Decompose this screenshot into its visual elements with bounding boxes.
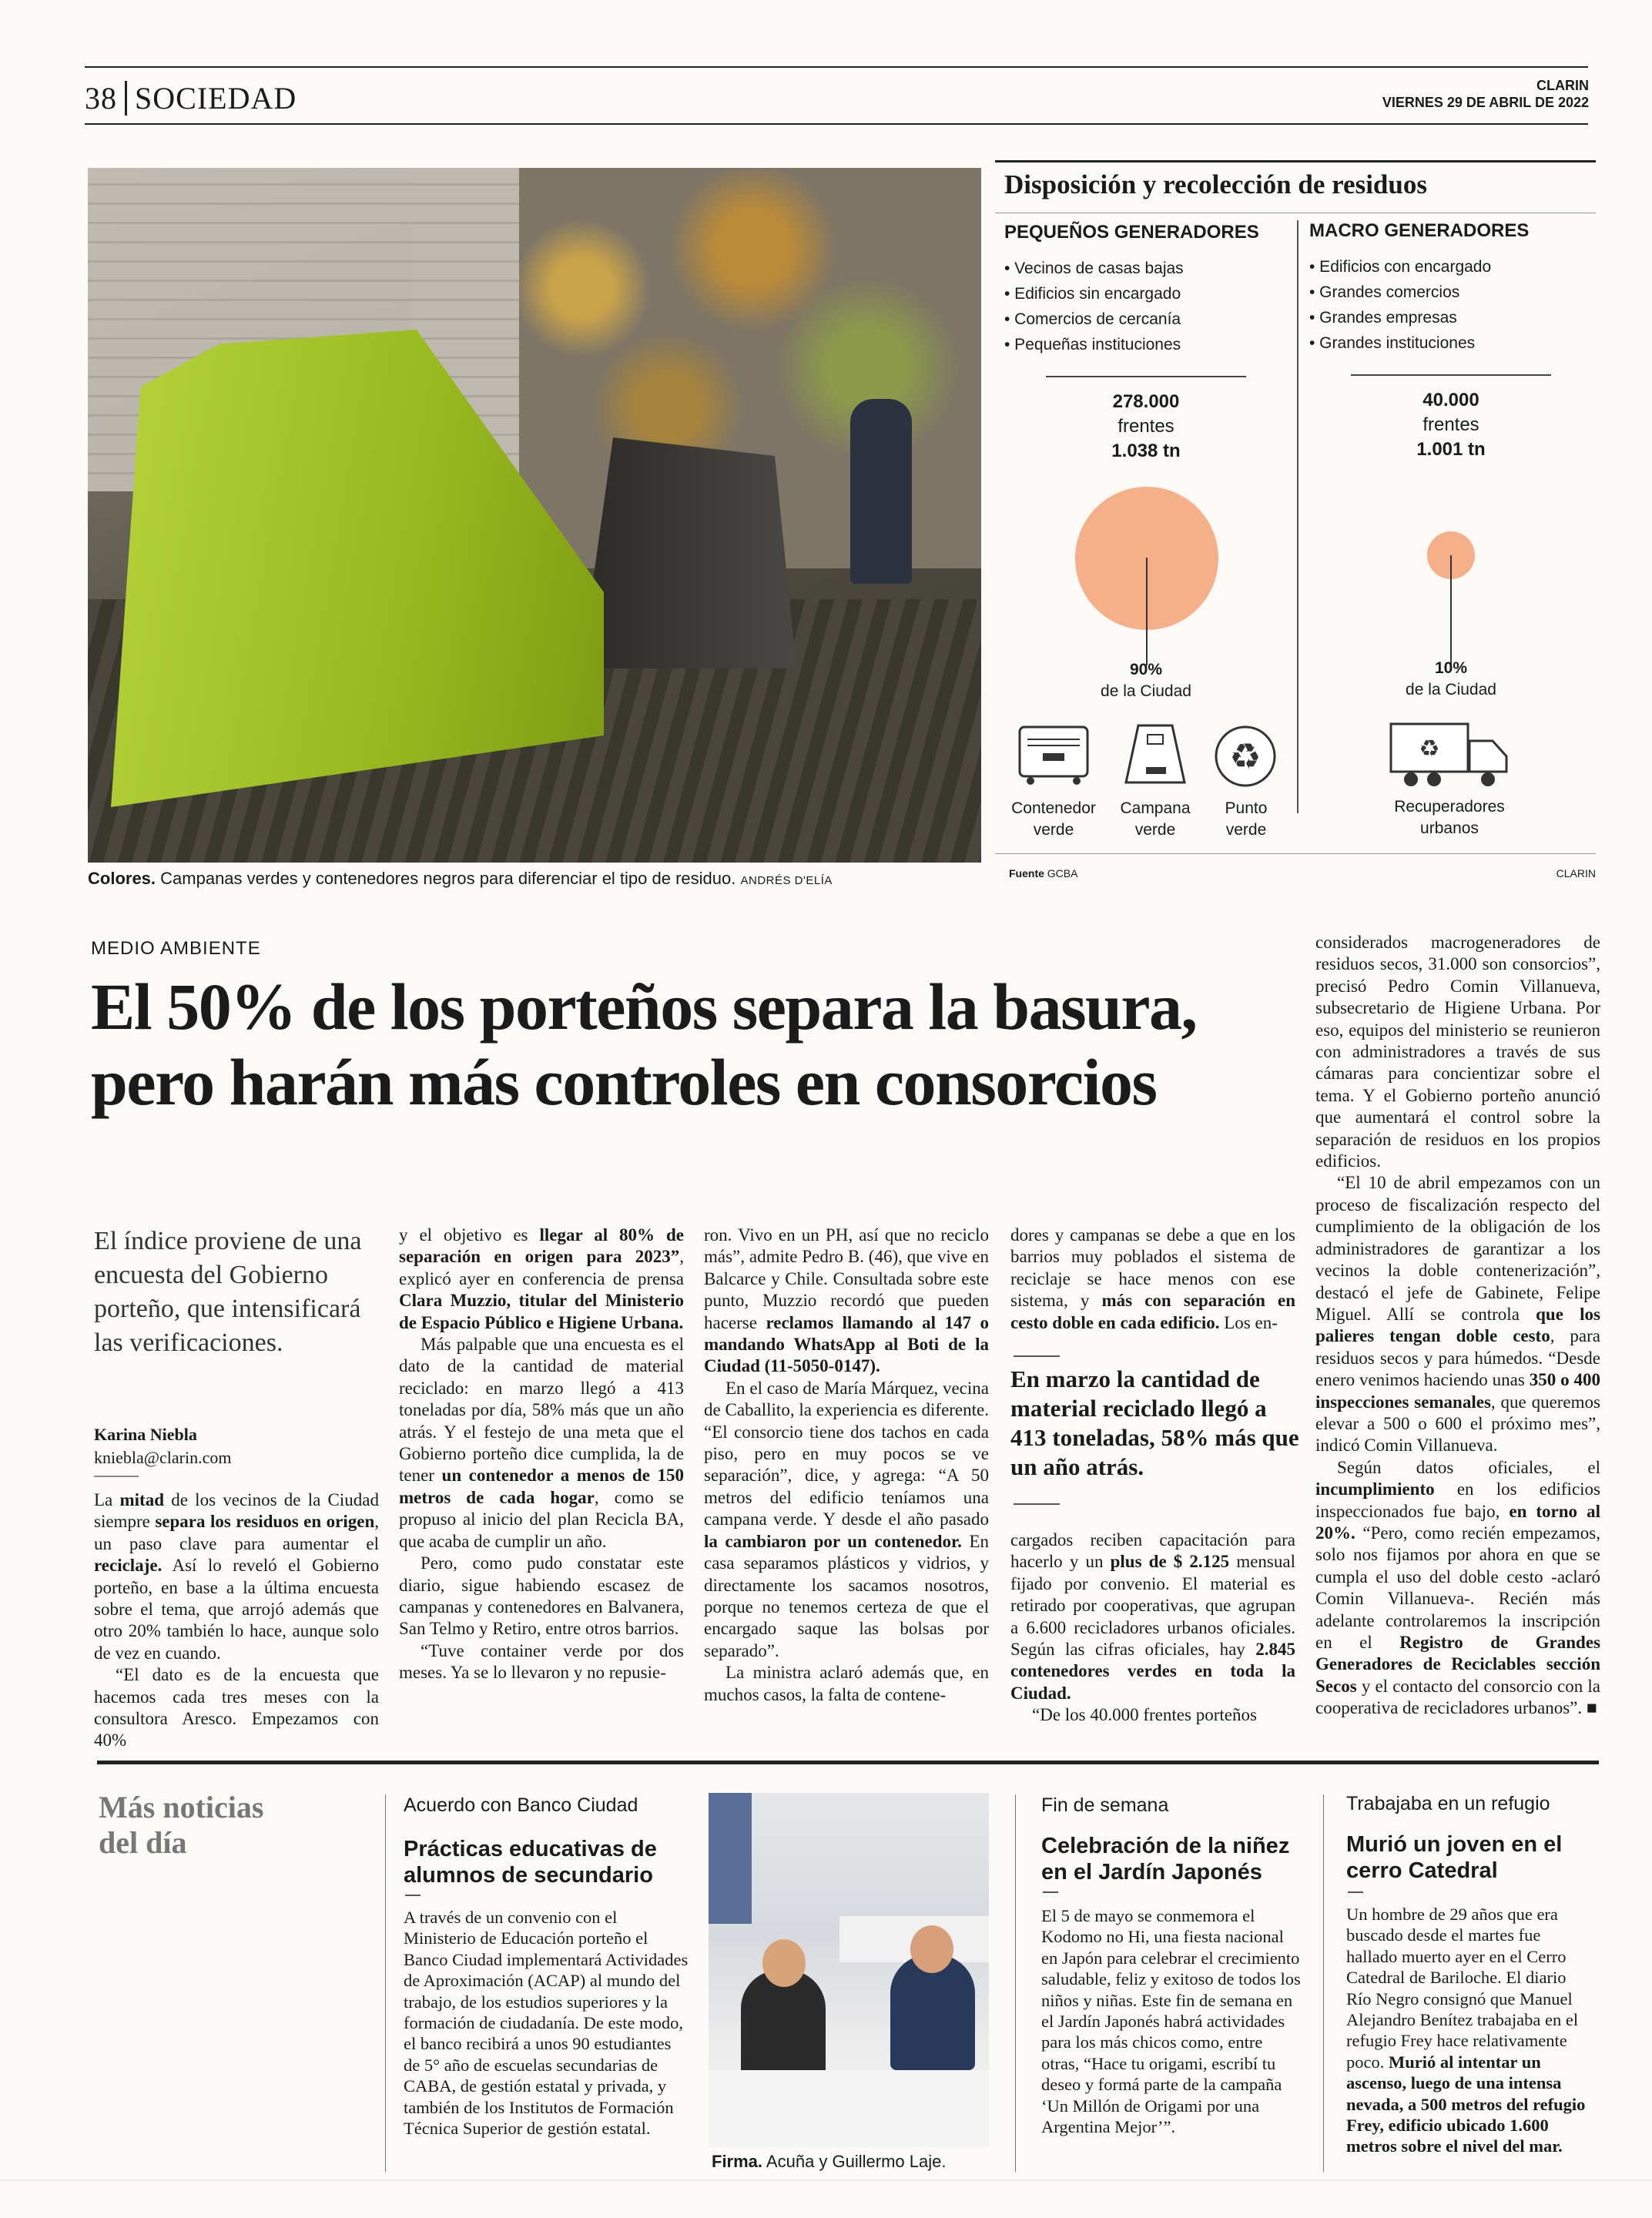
article-column-4: dores y campanas se debe a que en los barrios muy poblados el sistema de reciclaje se hace menos con ese sistema, y más con separación en cesto doble en cada edificio. Los en-	[1010, 1225, 1295, 1332]
macro-frentes: 40.000	[1422, 390, 1479, 410]
icon-label: Contenedor verde	[1011, 799, 1096, 839]
issue-date: VIERNES 29 DE ABRIL DE 2022	[1382, 95, 1589, 110]
small-frentes-label: frentes	[1118, 416, 1174, 437]
list-item: • Grandes empresas	[1309, 309, 1457, 327]
article-column-5: considerados macrogeneradores de residuos secos, 31.000 son consorcios”, precisó Pedro Comin Villanueva, subsecretario de Higiene Urbana. Por eso, equipos del ministerio se reunieron con administradores a través de sus cámaras para concientizar sobre el tema. Y el Gobierno porteño anunció que aumentará el control sobre la separación de residuos en los propios edificios. “El 10 de abril empezamos con un proceso de fiscalización respecto del cumplimiento de la obligación de los administradores de garantizar a los vecinos la doble contenerización”, destacó el jefe de Gabinete, Felipe Miguel. Allí se controla que los palieres tengan doble cesto, para residuos secos y para húmedos. “Desde enero venimos haciendo unas 350 o 400 inspecciones semanales, que queremos elevar a 500 o 600 el próximo mes”, indicó Comin Villanueva. Según datos oficiales, el incumplimiento en los edificios inspeccionados fue bajo, en torno al 20%. “Pero, como recién empezamos, solo nos fijamos por ahora en que se cumpla el uso del doble cesto -aclaró Comin Villanueva-. Recién más adelante controlaremos la inscripción en el Registro de Grandes Generadores de Reciclables sección Secos y el contacto del consorcio con la cooperativa de recicladores urbanos”. ■	[1315, 933, 1601, 1718]
news-kicker: Fin de semana	[1041, 1794, 1169, 1816]
small-pct-label: de la Ciudad	[1101, 682, 1191, 700]
small-stats	[1069, 390, 1223, 464]
small-generators-heading: PEQUEÑOS GENERADORES	[1004, 222, 1259, 243]
macro-share	[1374, 658, 1528, 701]
black-container-figure	[581, 437, 796, 668]
recycle-icon	[1213, 724, 1278, 789]
news-kicker: Acuerdo con Banco Ciudad	[404, 1794, 638, 1816]
news-text: Un hombre de 29 años que era buscado desde el martes fue hallado muerto ayer en el Cerro Catedral de Bariloche. El diario Río Negro consignó que Manuel Alejandro Benítez trabajaba en el refugio Frey hace relativamente poco. Murió al intentar un ascenso, luego de una intensa nevada, a 500 metros del refugio Frey, edificio ubicado 1.600 metros sobre el nivel del mar.	[1346, 1905, 1586, 2156]
article-column-4b: cargados reciben capacitación para hacerlo y un plus de $ 2.125 mensual fijado por convenio. El material es retirado por cooperativas, que agrupan a 6.600 recicladores urbanos oficiales. Según las cifras oficiales, hay 2.845 contenedores verdes en toda la Ciudad. “De los 40.000 frentes porteños	[1010, 1530, 1295, 1725]
news-title: Celebración de la niñez en el Jardín Japonés	[1041, 1834, 1290, 1885]
small-frentes: 278.000	[1112, 391, 1180, 412]
macro-frentes-label: frentes	[1422, 414, 1479, 435]
list-item: • Pequeñas instituciones	[1004, 336, 1181, 353]
green-container-icon	[1017, 722, 1091, 787]
infographic-title: Disposición y recolección de residuos	[1004, 169, 1427, 199]
article-column-1: La mitad de los vecinos de la Ciudad siempre separa los residuos en origen, un paso clave para aumentar el reciclaje. Así lo reveló el Gobierno porteño, en base a la última encuesta sobre el tema, que arrojó además que otro 20% también lo hace, aunque solo de vez en cuando. “El dato es de la encuesta que hacemos cada tres meses con la consultora Aresco. Empezamos con 40%	[94, 1490, 379, 1751]
headline-line-1: El 50% de los porteños separa la basura,	[91, 970, 1197, 1044]
news-text: A través de un convenio con el Ministerio de Educación porteño el Banco Ciudad implementará Actividades de Aproximación (ACAP) al mundo del trabajo, de los estudios superiores y la formación de ciudadanía. De este modo, el banco recibirá a unos 90 estudiantes de 5° año de escuelas secundarias de CABA, de gestión estatal y privada, y también de los Institutos de Formación Técnica Superior de gestión estatal.	[404, 1908, 689, 2139]
caption-lead: Colores.	[88, 869, 156, 888]
macro-pct-label: de la Ciudad	[1406, 681, 1496, 699]
pedestrian-figure	[850, 399, 912, 584]
headline-line-2: pero harán más controles en consorcios	[91, 1045, 1157, 1119]
small-share	[1069, 659, 1223, 702]
page-number: 38	[85, 81, 117, 116]
news-kicker: Trabajaba en un refugio	[1346, 1793, 1550, 1814]
truck-icon	[1388, 718, 1511, 792]
more-news-title: Más noticias del día	[99, 1790, 264, 1860]
small-pct: 90%	[1129, 661, 1163, 678]
icon-label: Punto verde	[1225, 799, 1268, 839]
list-item: • Edificios sin encargado	[1004, 285, 1181, 303]
news-photo-caption: Firma. Acuña y Guillermo Laje.	[712, 2152, 947, 2171]
section-name: SOCIEDAD	[135, 81, 297, 116]
paper-name: CLARIN	[1536, 78, 1589, 93]
infographic-brand: CLARIN	[1556, 867, 1596, 879]
news-text: El 5 de mayo se conmemora el Kodomo no Hi, una fiesta nacional en Japón para celebrar el crecimiento saludable, feliz y exitoso de todos los niños y niñas. Este fin de semana en el Jardín Japonés habrá actividades para los más chicos como, entre otras, “Hace tu origami, escribí tu deseo y formá parte de la campaña ‘Un Millón de Origami por una Argentina Mejor’”.	[1041, 1906, 1301, 2137]
macro-generators-list	[1309, 254, 1491, 356]
list-item: • Vecinos de casas bajas	[1004, 260, 1184, 277]
macro-tons: 1.001 tn	[1416, 439, 1486, 460]
pull-quote: En marzo la cantidad de material reciclado llegó a 413 toneladas, 58% más que un año atrás.	[1010, 1365, 1299, 1480]
article-column-2: y el objetivo es llegar al 80% de separación en origen para 2023”, explicó ayer en conferencia de prensa Clara Muzzio, titular del Ministerio de Espacio Público e Higiene Urbana. Más palpable que una encuesta es el dato de la cantidad de material reciclado: en marzo llegó a 413 toneladas por día, 58% más que un año atrás. Y el festejo de una meta que el Gobierno porteño dice cumplida, la de tener un contenedor a menos de 150 metros de cada hogar, como se propuso al inicio del plan Recicla BA, que acaba de cumplir un año. Pero, como pudo constatar este diario, sigue habiendo escasez de campanas y contenedores en Balvanera, San Telmo y Retiro, entre otros barrios. “Tuve container verde por dos meses. Ya se lo llevaron y no repusie-	[399, 1225, 685, 1683]
icon-label: Campana verde	[1120, 799, 1191, 839]
svg-text:♻: ♻	[1229, 735, 1262, 777]
header-meta	[1382, 77, 1589, 111]
article-author: Karina Niebla	[94, 1425, 197, 1444]
news-title: Murió un joven en el cerro Catedral	[1346, 1832, 1563, 1883]
list-item: • Comercios de cercanía	[1004, 310, 1181, 328]
photo-credit: ANDRÉS D'ELÍA	[740, 874, 833, 887]
macro-generators-heading: MACRO GENERADORES	[1309, 220, 1530, 241]
author-email: kniebla@clarin.com	[94, 1448, 232, 1467]
main-photo	[88, 168, 981, 863]
green-bell-icon	[1118, 721, 1192, 790]
news-photo	[709, 1793, 989, 2147]
photo-caption	[88, 869, 981, 889]
macro-stats	[1374, 388, 1528, 462]
small-tons: 1.038 tn	[1111, 441, 1181, 461]
article-kicker: MEDIO AMBIENTE	[91, 938, 261, 959]
article-headline	[91, 969, 1277, 1120]
caption-text: Campanas verdes y contenedores negros para diferenciar el tipo de residuo.	[156, 869, 741, 888]
article-lede: El índice proviene de una encuesta del Gobierno porteño, que intensificará las verificaciones.	[94, 1227, 362, 1357]
article-column-3: ron. Vivo en un PH, así que no reciclo más”, admite Pedro B. (46), que vive en Balcarce y Chile. Consultada sobre este punto, Muzzio recordó que pueden hacerse reclamos llamando al 147 o mandando WhatsApp al Boti de la Ciudad (11-5050-0147). En el caso de María Márquez, vecina de Caballito, la experiencia es diferente. “El consorcio tiene dos tachos en cada piso, pero en muy pocos se ve separación”, dice, y agrega: “A 50 metros del edificio teníamos una campana verde. Y desde el año pasado la cambiaron por un contenedor. En casa separamos plásticos y vidrios, y directamente los sacamos nosotros, porque no tenemos certeza de que el encargado saque las bolsas por separado”. La ministra aclaró además que, en muchos casos, la falta de contene-	[704, 1225, 989, 1704]
list-item: • Grandes comercios	[1309, 283, 1460, 301]
icon-label: Recuperadores urbanos	[1394, 798, 1505, 837]
list-item: • Grandes instituciones	[1309, 334, 1476, 352]
page-header	[85, 80, 297, 116]
infographic-source: Fuente GCBA	[1009, 867, 1078, 879]
small-generators-list	[1004, 256, 1184, 357]
news-title: Prácticas educativas de alumnos de secundario	[404, 1837, 657, 1888]
list-item: • Edificios con encargado	[1309, 258, 1492, 276]
macro-pct: 10%	[1434, 659, 1468, 677]
infographic	[995, 160, 1596, 884]
svg-text:♻: ♻	[1419, 735, 1440, 762]
